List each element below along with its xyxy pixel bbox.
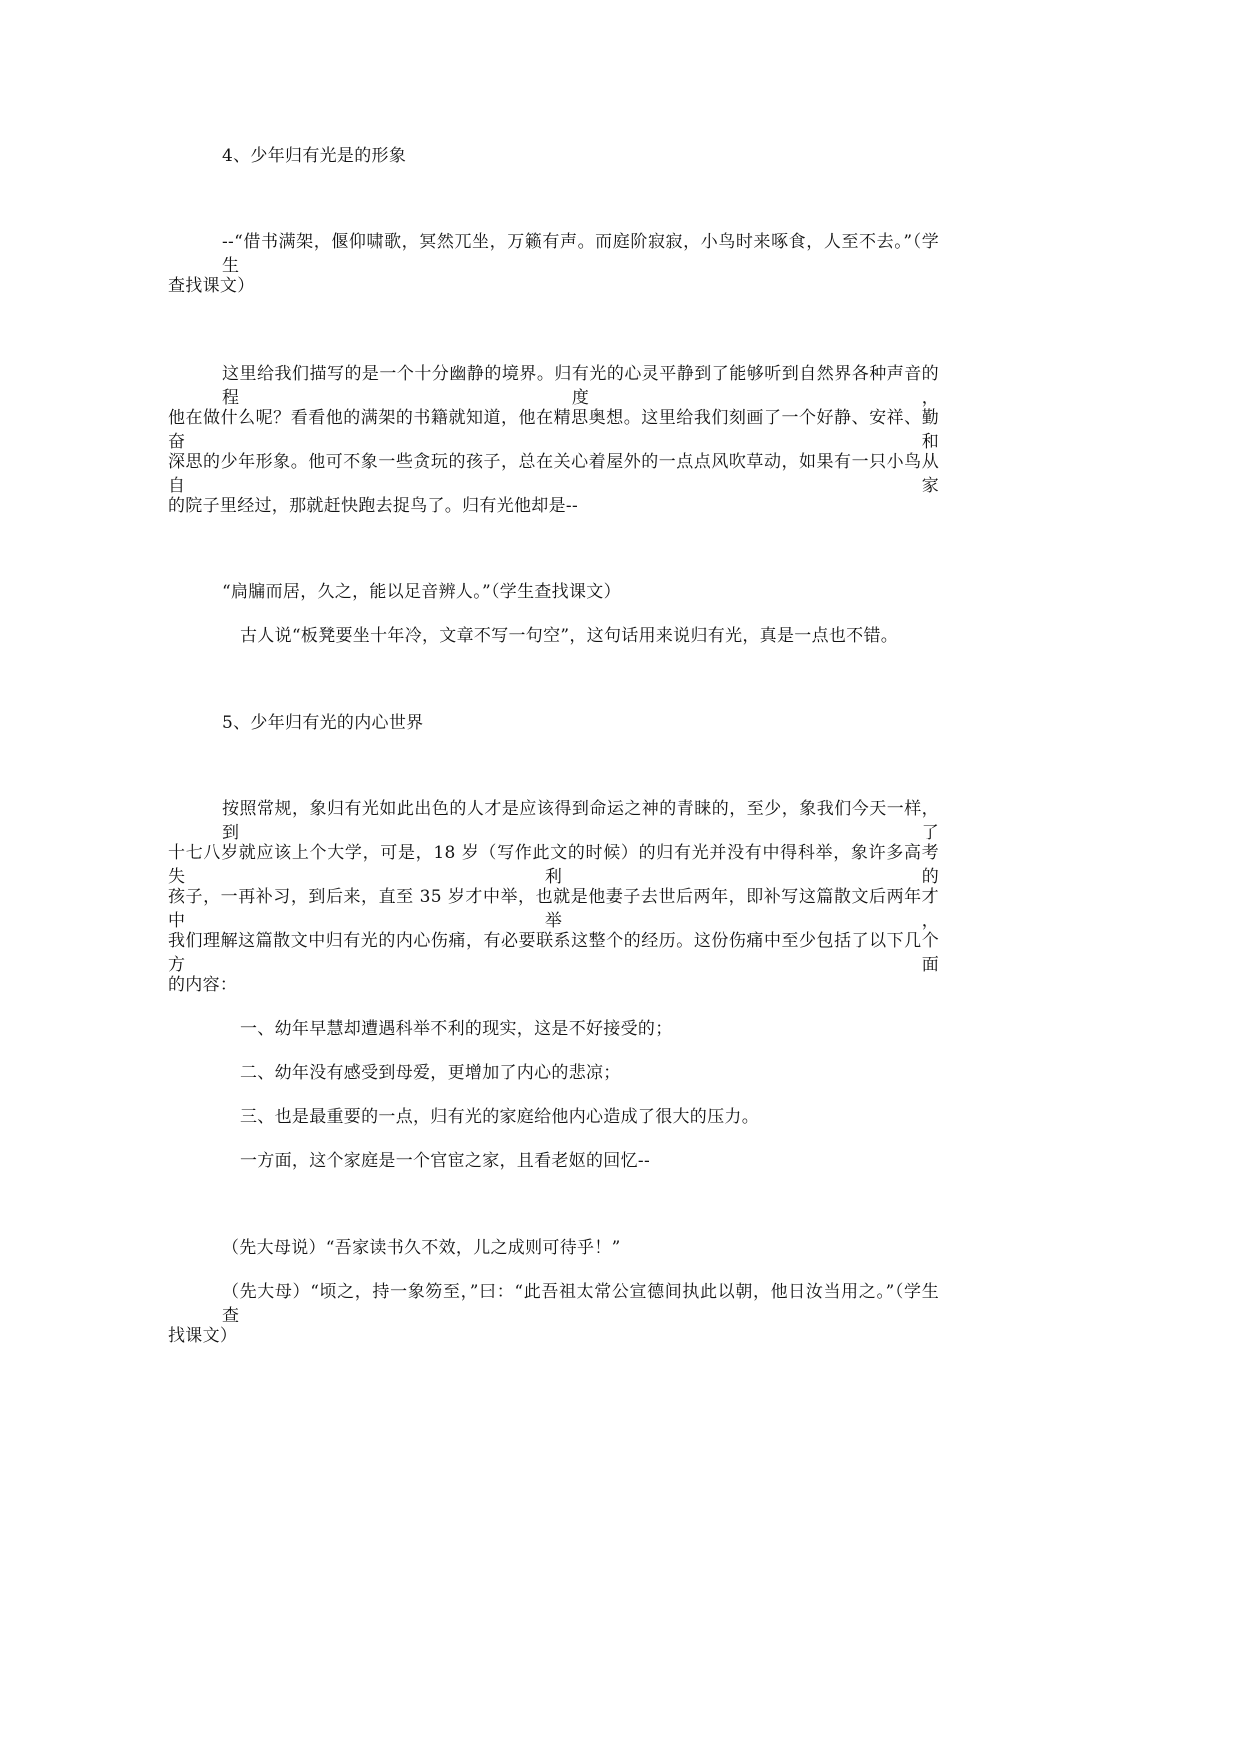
- list-item-1: 一、幼年早慧却遭遇科举不利的现实，这是不好接受的；: [240, 1019, 673, 1039]
- quote-4-line-1: （先大母）“顷之，持一象笏至，”曰：“此吾祖太常公宣德间执此以朝，他日汝当用之。”（学生查: [222, 1282, 939, 1326]
- paragraph-1-line-4: 的院子里经过，那就赶快跑去捉鸟了。归有光他却是--: [168, 496, 578, 516]
- paragraph-3-line-2: 十七八岁就应该上个大学，可是，18 岁（写作此文的时候）的归有光并没有中得科举，象许多高考失利的: [168, 843, 939, 887]
- list-item-4: 一方面，这个家庭是一个官宦之家，且看老妪的回忆--: [240, 1151, 650, 1171]
- list-item-3: 三、也是最重要的一点，归有光的家庭给他内心造成了很大的压力。: [240, 1107, 759, 1127]
- paragraph-1-line-1: 这里给我们描写的是一个十分幽静的境界。归有光的心灵平静到了能够听到自然界各种声音的程度，: [222, 364, 939, 408]
- section-heading-4: 4、少年归有光是的形象: [222, 146, 407, 166]
- paragraph-3-line-1: 按照常规，象归有光如此出色的人才是应该得到命运之神的青睐的，至少，象我们今天一样，到了: [222, 799, 939, 843]
- quote-3: （先大母说）“吾家读书久不效，儿之成则可待乎！”: [222, 1238, 621, 1258]
- paragraph-1-line-2: 他在做什么呢？看看他的满架的书籍就知道，他在精思奥想。这里给我们刻画了一个好静、安祥、勤奋和: [168, 408, 939, 452]
- quote-1-line-2: 查找课文）: [168, 276, 255, 296]
- paragraph-3-line-4: 我们理解这篇散文中归有光的内心伤痛，有必要联系这整个的经历。这份伤痛中至少包括了以下几个方面: [168, 931, 939, 975]
- quote-1-line-1: --“借书满架，偃仰啸歌，冥然兀坐，万籁有声。而庭阶寂寂，小鸟时来啄食，人至不去。”（学生: [222, 232, 939, 276]
- quote-2: “扃牖而居，久之，能以足音辨人。”（学生查找课文）: [222, 582, 621, 602]
- quote-4-line-2: 找课文）: [168, 1326, 238, 1346]
- paragraph-3-line-5: 的内容：: [168, 975, 238, 995]
- list-item-2: 二、幼年没有感受到母爱，更增加了内心的悲凉；: [240, 1063, 621, 1083]
- paragraph-2: 古人说“板凳要坐十年冷，文章不写一句空”，这句话用来说归有光，真是一点也不错。: [240, 626, 899, 646]
- paragraph-3-line-3: 孩子，一再补习，到后来，直至 35 岁才中举，也就是他妻子去世后两年，即补写这篇散文后两年才中举，: [168, 887, 939, 931]
- section-heading-5: 5、少年归有光的内心世界: [222, 713, 424, 733]
- paragraph-1-line-3: 深思的少年形象。他可不象一些贪玩的孩子，总在关心着屋外的一点点风吹草动，如果有一只小鸟从自家: [168, 452, 939, 496]
